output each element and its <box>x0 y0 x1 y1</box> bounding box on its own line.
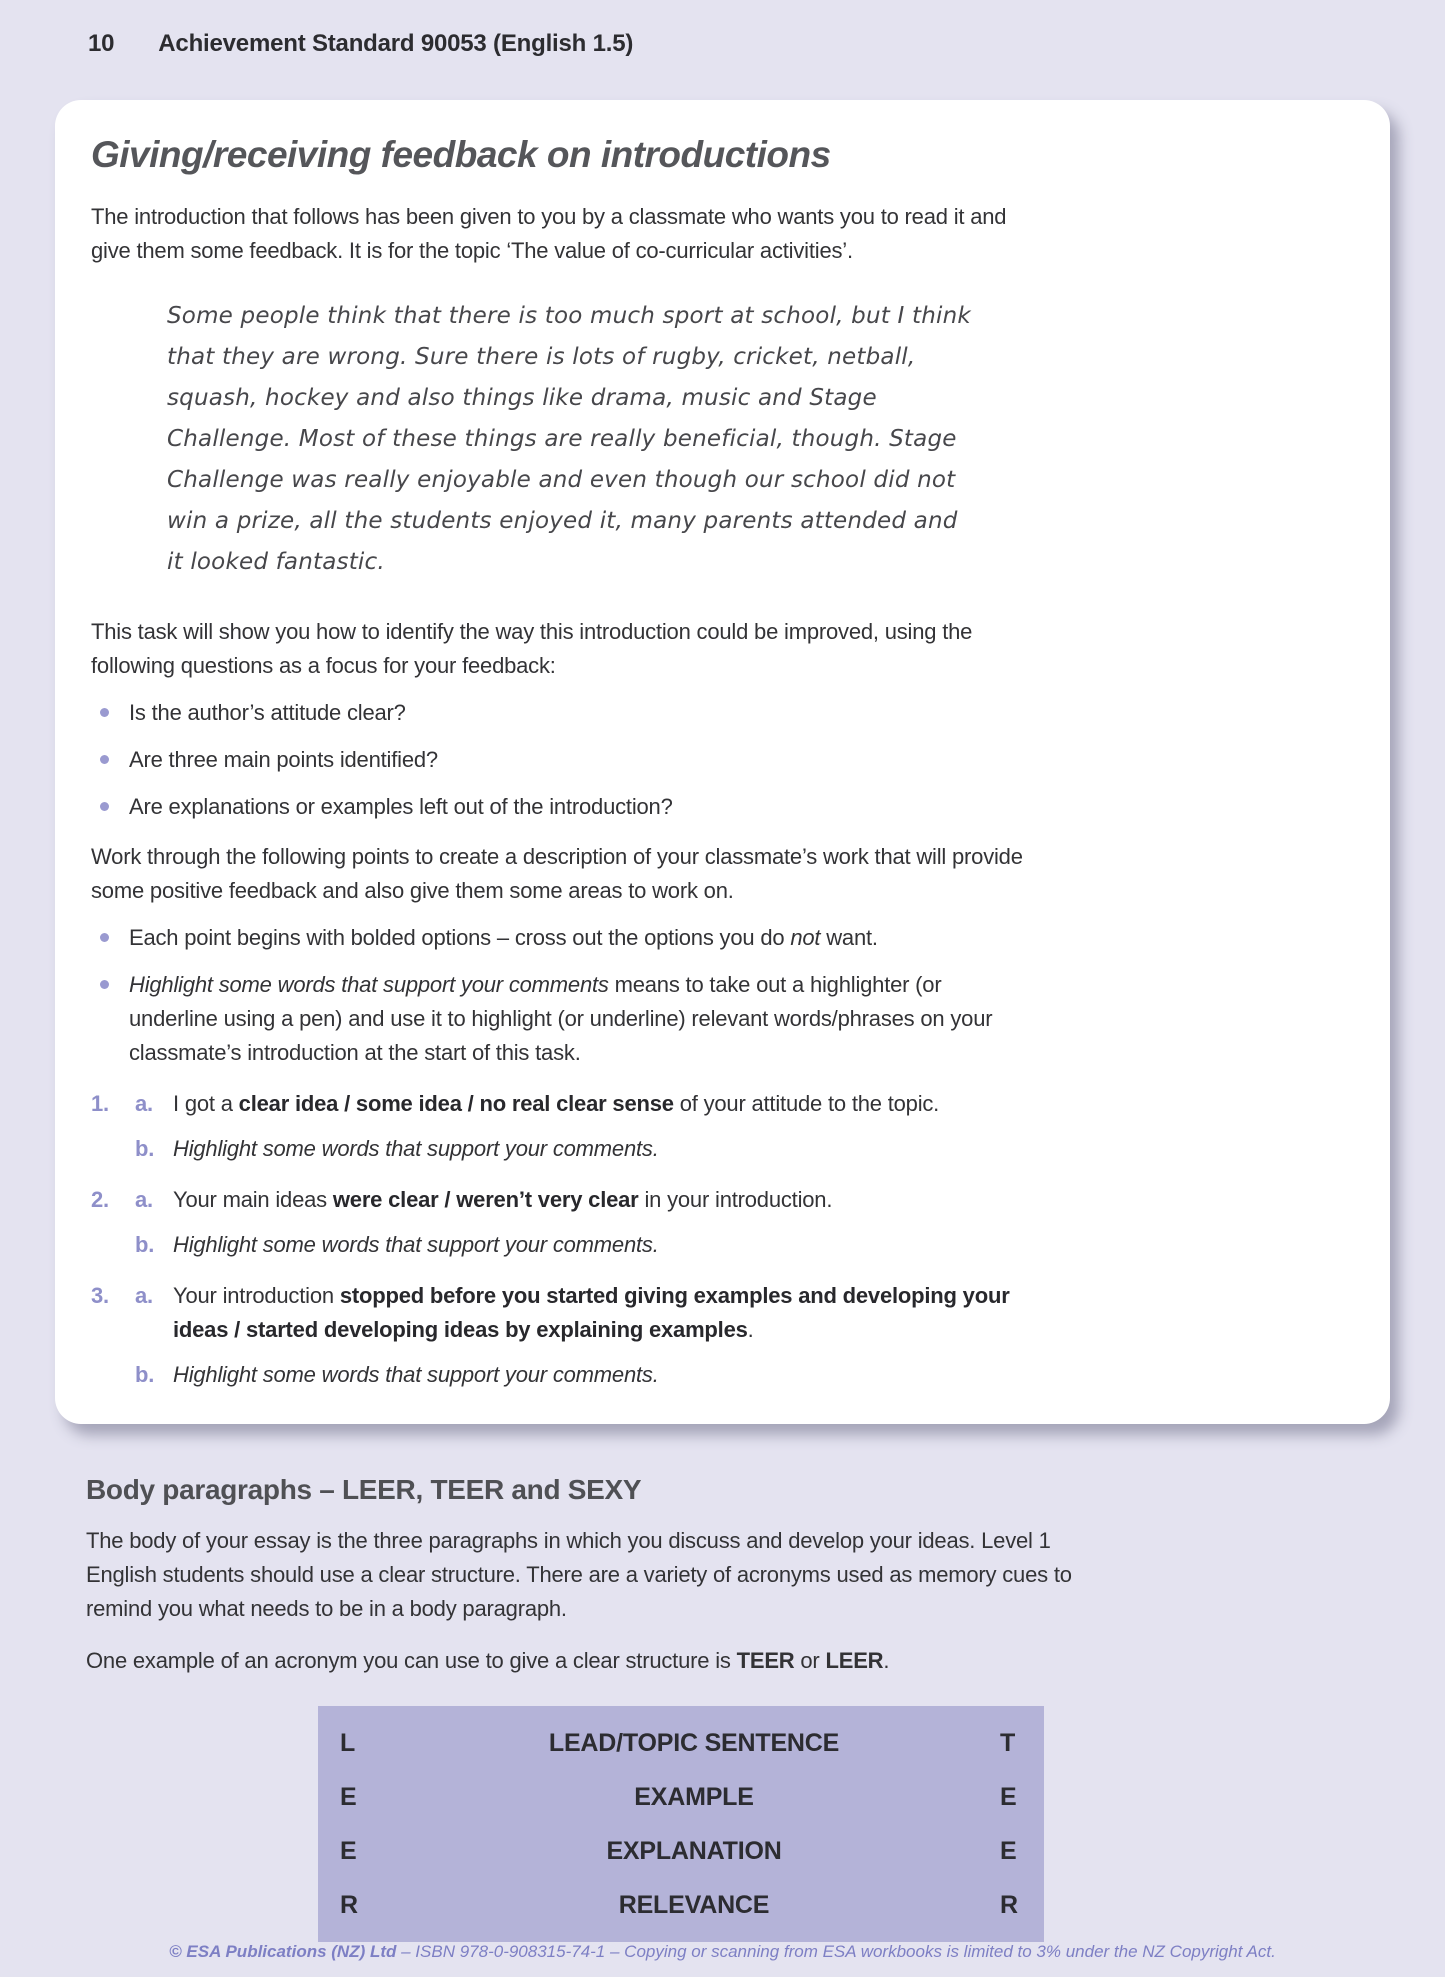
step-letter: a. <box>135 1091 153 1116</box>
page-header <box>0 0 1445 58</box>
cell-right-letter: R <box>1000 1890 1019 1919</box>
instruction-bullet-text <box>129 921 1036 955</box>
footer-publisher: © ESA Publications (NZ) Ltd <box>169 1942 397 1961</box>
page-number: 10 <box>88 30 115 57</box>
instruction-bullet-text <box>129 968 1036 1070</box>
italic-run: Highlight some words that support your comments <box>129 972 609 997</box>
text-run: I got a <box>173 1091 239 1116</box>
cell-right-letter: T <box>1000 1728 1016 1757</box>
step-text <box>173 1087 1051 1121</box>
cell-right-letter: E <box>1000 1782 1017 1811</box>
step-letter: b. <box>135 1136 155 1161</box>
step-text: Highlight some words that support your comments. <box>173 1232 659 1257</box>
bold-options: were clear / weren’t very clear <box>332 1187 639 1212</box>
text-run: means to take out a highlighter (or underline using a pen) and use it to highlight (or underline) relevant words/phrases on your classmate’s introduction at the start of this task. <box>129 972 993 1065</box>
feedback-item-1b <box>91 1132 1051 1166</box>
focus-question-text: Are three main points identified? <box>129 747 438 772</box>
bullet-icon <box>100 802 109 811</box>
feedback-item-3a <box>91 1279 1051 1347</box>
text-run: or <box>794 1648 826 1673</box>
footer-text: – ISBN 978-0-908315-74-1 – Copying or scanning from ESA workbooks is limited to 3% under the NZ Copyright Act. <box>396 1942 1276 1961</box>
focus-question-text: Are explanations or examples left out of the introduction? <box>129 794 673 819</box>
spacer <box>91 1228 135 1262</box>
text-run: . <box>747 1317 754 1342</box>
focus-question-list <box>91 696 1346 824</box>
bullet-icon <box>100 708 109 717</box>
table-row <box>318 1878 1044 1932</box>
intro-paragraph: The introduction that follows has been given to you by a classmate who wants you to read it and give them some feedback. It is for the topic ‘The value of co-curricular activities’. <box>91 204 1007 263</box>
spacer <box>91 1358 135 1392</box>
work-paragraph: Work through the following points to create a description of your classmate’s work that will provide some positive feedback and also give them some areas to work on. <box>91 844 1023 903</box>
text-run: in your introduction. <box>638 1187 833 1212</box>
step-text: Highlight some words that support your comments. <box>173 1362 659 1387</box>
acronym-paragraph <box>86 1644 1081 1678</box>
bold-options: stopped before you started giving examples and developing your ideas / started developing ideas by explaining examples <box>173 1283 1010 1342</box>
body-paragraph: The body of your essay is the three paragraphs in which you discuss and develop your ideas. Level 1 English students should use a clear structure. There are a variety of acronyms used as memory cues to remind you what needs to be in a body paragraph. <box>86 1528 1072 1621</box>
text-run: want. <box>820 925 878 950</box>
step-letter: b. <box>135 1362 155 1387</box>
bullet-icon <box>100 980 109 989</box>
step-letter: a. <box>135 1283 153 1308</box>
item-number: 2. <box>91 1187 109 1212</box>
cell-left-letter: E <box>340 1836 357 1865</box>
spacer <box>91 1132 135 1166</box>
page-footer <box>0 1942 1445 1962</box>
cell-term: RELEVANCE <box>618 1890 770 1919</box>
feedback-item-1a <box>91 1087 1051 1121</box>
text-run: One example of an acronym you can use to give a clear structure is <box>86 1648 737 1673</box>
body-paragraphs-section <box>86 1474 1357 1942</box>
text-run: of your attitude to the topic. <box>673 1091 940 1116</box>
step-text <box>173 1183 1051 1217</box>
item-number: 1. <box>91 1091 109 1116</box>
feedback-card <box>55 100 1390 1424</box>
task-paragraph: This task will show you how to identify the way this introduction could be improved, using the following questions as a focus for your feedback: <box>91 619 973 678</box>
header-title: Achievement Standard 90053 (English 1.5) <box>158 30 634 57</box>
bold-options: clear idea / some idea / no real clear sense <box>238 1091 674 1116</box>
text-run: Each point begins with bolded options – cross out the options you do <box>129 925 791 950</box>
classmate-introduction-sample: Some people think that there is too much sport at school, but I think that they are wrong. Sure there is lots of rugby, cricket, netball, squash, hockey and also things like drama, music and Stage Challenge. Most of these things are really beneficial, though. Stage Challenge was really enjoyable and even though our school did not win a prize, all the students enjoyed it, many parents attended and it looked fantastic. <box>167 303 971 575</box>
cell-term: EXAMPLE <box>634 1782 754 1811</box>
instruction-bullet-list <box>91 921 1346 1070</box>
table-row <box>318 1824 1044 1878</box>
cell-term: LEAD/TOPIC SENTENCE <box>548 1728 840 1757</box>
text-run: . <box>883 1648 890 1673</box>
bullet-icon <box>100 755 109 764</box>
leer-teer-table <box>318 1706 1044 1942</box>
feedback-item-2b <box>91 1228 1051 1262</box>
text-run: Your introduction <box>173 1283 340 1308</box>
cell-left-letter: R <box>340 1890 359 1919</box>
step-text <box>173 1279 1051 1347</box>
instruction-bullet <box>91 921 1036 955</box>
cell-term: EXPLANATION <box>606 1836 782 1865</box>
feedback-item-3b <box>91 1358 1051 1392</box>
focus-question-item <box>91 790 1036 824</box>
section-heading: Body paragraphs – LEER, TEER and SEXY <box>86 1474 642 1505</box>
focus-question-item <box>91 743 1036 777</box>
card-title: Giving/receiving feedback on introductions <box>91 134 831 175</box>
bullet-icon <box>100 933 109 942</box>
italic-run: not <box>790 925 821 950</box>
cell-right-letter: E <box>1000 1836 1017 1865</box>
text-run: Your main ideas <box>173 1187 333 1212</box>
acronym-leer: LEER <box>825 1648 884 1673</box>
step-text: Highlight some words that support your comments. <box>173 1136 659 1161</box>
feedback-item-list <box>91 1087 1346 1392</box>
cell-left-letter: E <box>340 1782 357 1811</box>
acronym-teer: TEER <box>736 1648 795 1673</box>
instruction-bullet <box>91 968 1036 1070</box>
focus-question-text: Is the author’s attitude clear? <box>129 700 406 725</box>
cell-left-letter: L <box>340 1728 356 1757</box>
focus-question-item <box>91 696 1036 730</box>
table-row <box>318 1770 1044 1824</box>
feedback-item-2a <box>91 1183 1051 1217</box>
table-row <box>318 1716 1044 1770</box>
item-number: 3. <box>91 1283 109 1308</box>
step-letter: a. <box>135 1187 153 1212</box>
step-letter: b. <box>135 1232 155 1257</box>
